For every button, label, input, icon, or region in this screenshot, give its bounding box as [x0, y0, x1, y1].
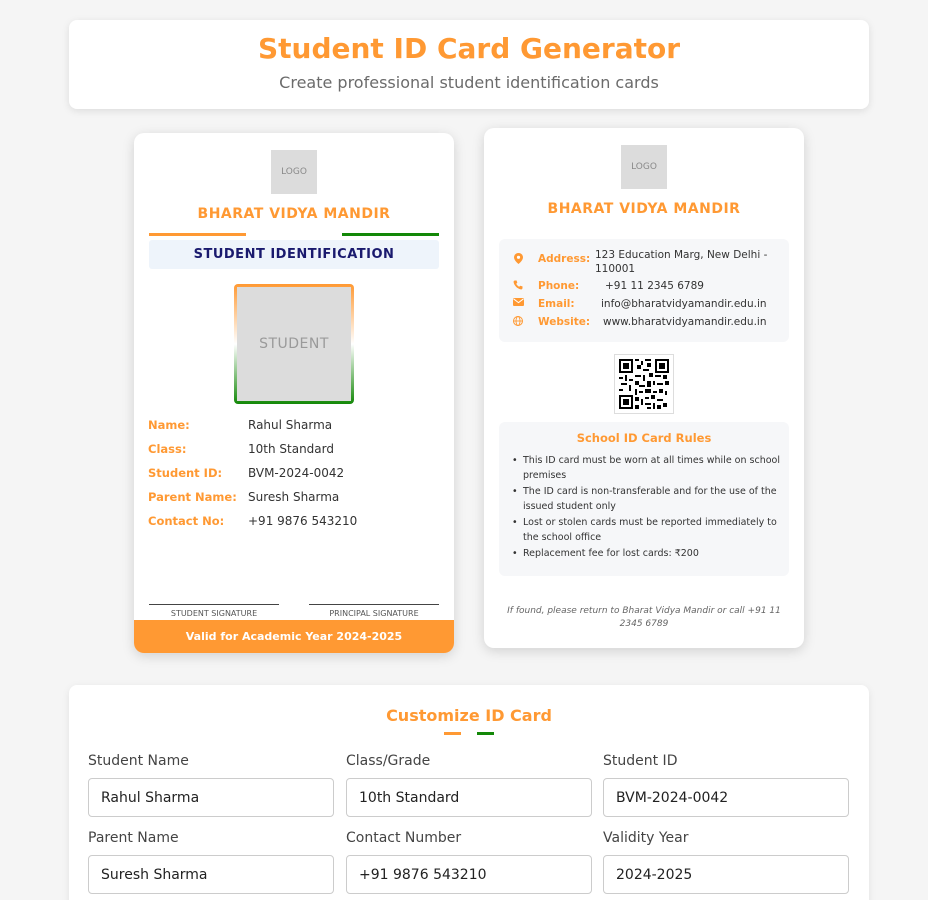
info-value: +91 9876 543210: [248, 514, 358, 528]
contact-number-label: Contact Number: [346, 830, 462, 846]
info-label: Parent Name:: [148, 490, 237, 504]
phone-icon: [512, 280, 524, 293]
rule-item: • Replacement fee for lost cards: ₹200: [511, 546, 781, 561]
school-name: BHARAT VIDYA MANDIR: [197, 206, 391, 222]
rule-item: • The ID card is non-transferable and for the use of the issued student only: [511, 484, 781, 514]
rules-list: [511, 453, 781, 562]
id-card-front: [134, 133, 454, 653]
globe-icon: [512, 316, 524, 329]
class-grade-label: Class/Grade: [346, 753, 431, 769]
student-name-input[interactable]: [88, 778, 334, 817]
info-row-contact: [148, 514, 448, 534]
validity-year-input[interactable]: [603, 855, 849, 894]
green-stripe: [342, 233, 439, 236]
school-name: BHARAT VIDYA MANDIR: [547, 201, 741, 217]
school-logo: LOGO: [621, 145, 667, 189]
student-signature-label: STUDENT SIGNATURE: [170, 609, 258, 618]
validity-footer: Valid for Academic Year 2024-2025: [134, 620, 454, 653]
contact-value: +91 11 2345 6789: [605, 280, 704, 292]
student-photo: [234, 284, 354, 404]
contact-info-box: [499, 239, 789, 342]
contact-label: Address:: [538, 253, 591, 265]
saffron-accent: [444, 732, 461, 735]
qr-code: [614, 354, 674, 414]
page-title: Student ID Card Generator: [257, 32, 681, 65]
info-label: Student ID:: [148, 466, 223, 480]
saffron-stripe: [149, 233, 246, 236]
info-value: 10th Standard: [248, 442, 334, 456]
class-grade-input[interactable]: [346, 778, 592, 817]
contact-value: info@bharatvidyamandir.edu.in: [601, 298, 767, 310]
contact-label: Email:: [538, 298, 575, 310]
envelope-icon: [512, 298, 524, 309]
info-value: Suresh Sharma: [248, 490, 340, 504]
contact-value: 123 Education Marg, New Delhi - 110001: [595, 249, 768, 275]
info-label: Name:: [148, 418, 190, 432]
student-signature-line: [149, 604, 279, 605]
id-card-back: [484, 128, 804, 648]
contact-label: Phone:: [538, 280, 580, 292]
validity-year-label: Validity Year: [603, 830, 689, 846]
customize-form: [69, 685, 869, 900]
green-accent: [477, 732, 494, 735]
principal-signature-label: PRINCIPAL SIGNATURE: [329, 609, 419, 618]
page-subtitle: Create professional student identification cards: [279, 73, 659, 92]
school-logo: LOGO: [271, 150, 317, 194]
form-title: Customize ID Card: [386, 706, 552, 725]
return-note: If found, please return to Bharat Vidya Mandir or call +91 11 2345 6789: [507, 606, 781, 629]
contact-label: Website:: [538, 316, 591, 328]
parent-name-input[interactable]: [88, 855, 334, 894]
parent-name-label: Parent Name: [88, 830, 179, 846]
info-row-name: [148, 418, 448, 438]
student-name-label: Student Name: [88, 753, 189, 769]
student-id-input[interactable]: [603, 778, 849, 817]
header: [69, 20, 869, 109]
student-identification-banner: STUDENT IDENTIFICATION: [149, 240, 439, 269]
info-row-parent-name: [148, 490, 448, 510]
rule-item: • Lost or stolen cards must be reported immediately to the school office: [511, 515, 781, 545]
info-value: BVM-2024-0042: [248, 466, 345, 480]
student-id-label: Student ID: [603, 753, 678, 769]
student-photo-placeholder: STUDENT: [237, 287, 351, 401]
principal-signature-line: [309, 604, 439, 605]
contact-number-input[interactable]: [346, 855, 592, 894]
rule-item: • This ID card must be worn at all times while on school premises: [511, 453, 781, 483]
rules-box: [499, 422, 789, 576]
map-pin-icon: [512, 253, 524, 267]
info-value: Rahul Sharma: [248, 418, 333, 432]
contact-value: www.bharatvidyamandir.edu.in: [603, 316, 767, 328]
info-row-class: [148, 442, 448, 462]
info-row-student-id: [148, 466, 448, 486]
info-label: Contact No:: [148, 514, 225, 528]
info-label: Class:: [148, 442, 187, 456]
rules-title: School ID Card Rules: [576, 431, 712, 445]
